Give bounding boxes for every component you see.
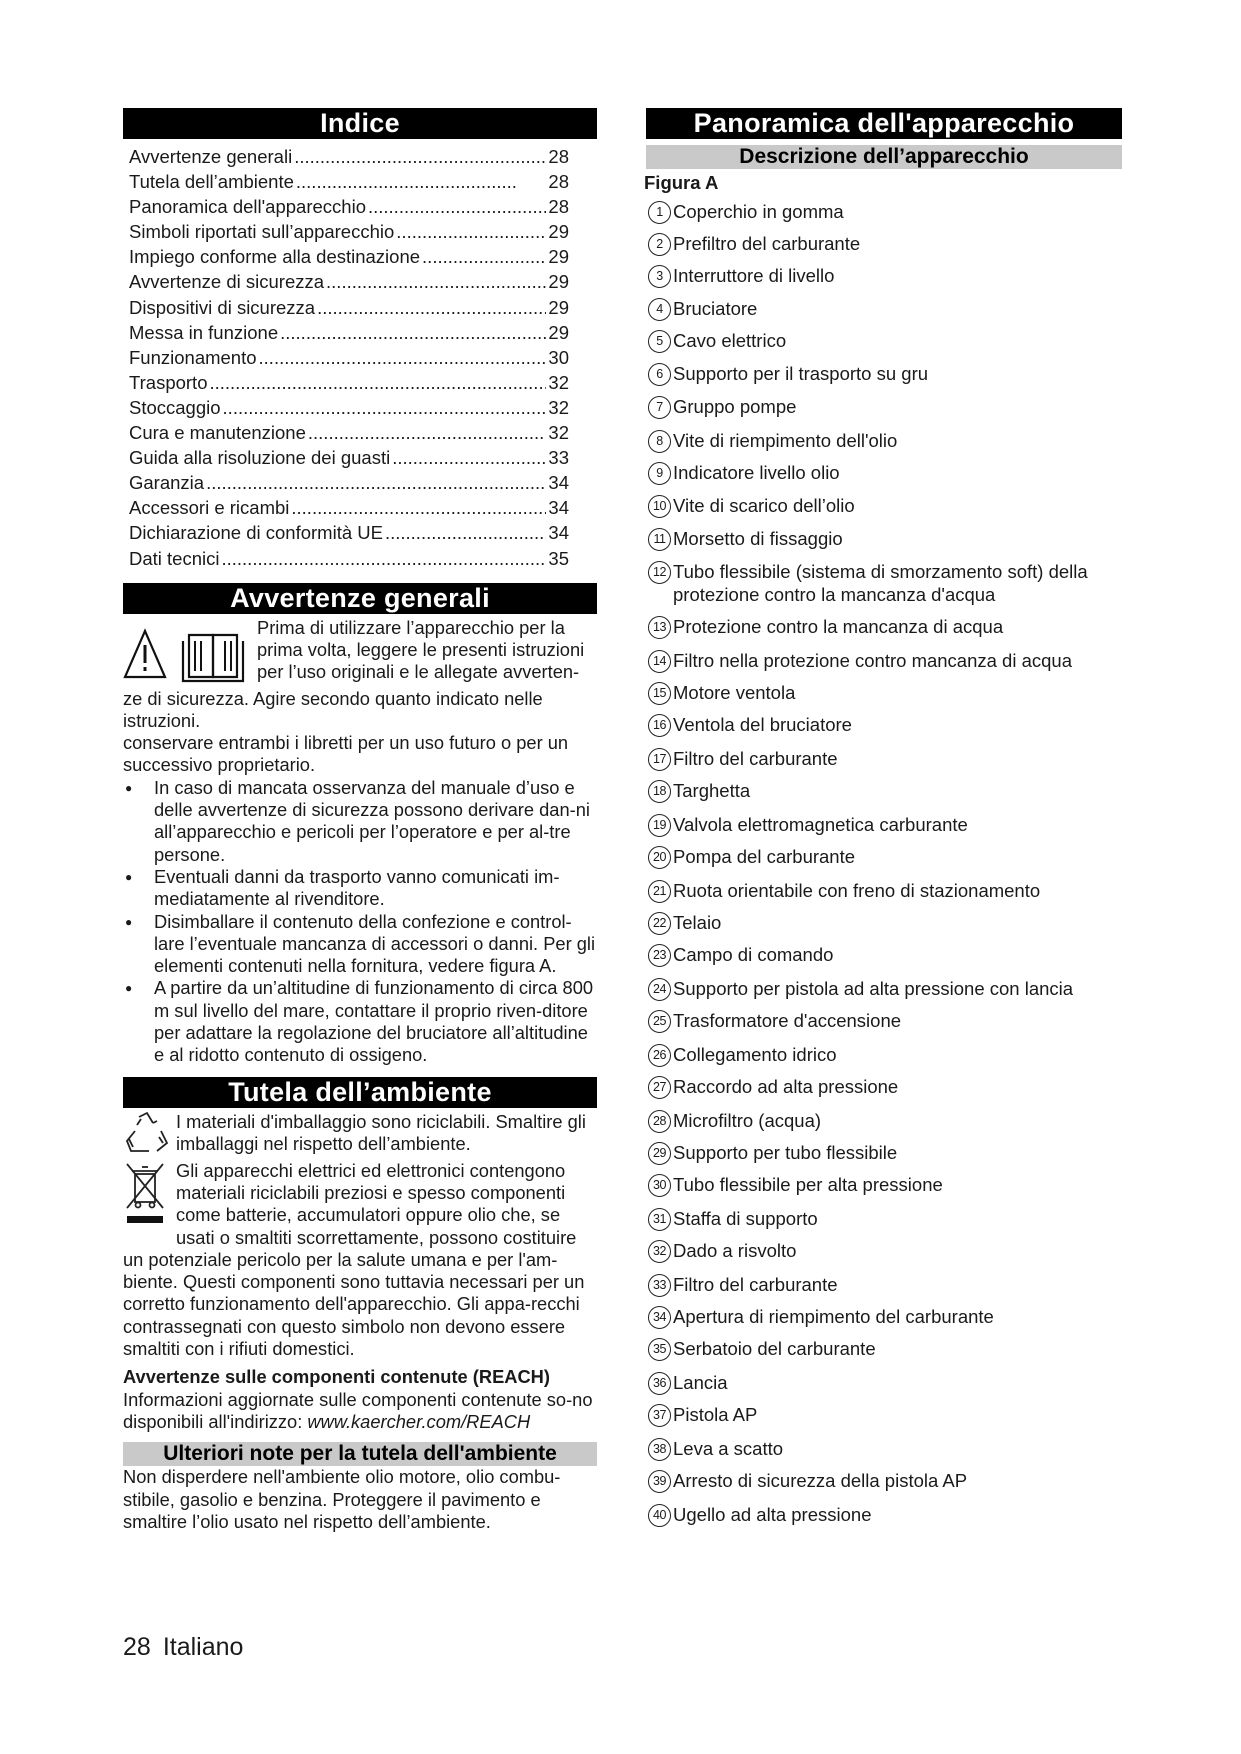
toc-entry[interactable]	[129, 445, 569, 470]
toc-leader-dots	[223, 395, 547, 420]
part-item	[646, 494, 1122, 518]
part-label: Motore ventola	[673, 682, 796, 703]
list-item: ● Disimballare il contenuto della confezione e control-lare l’eventuale mancanza di accessori o danni. Per gli elementi contenuti nella fornitura, vedere figura A.	[123, 911, 597, 978]
part-item	[646, 264, 1122, 288]
part-number-badge: 26	[648, 1044, 671, 1067]
part-item	[646, 395, 1122, 419]
part-label: Cavo elettrico	[673, 330, 787, 351]
part-number-badge: 4	[648, 298, 671, 321]
part-number-badge: 24	[648, 978, 671, 1001]
part-item	[646, 560, 1122, 606]
toc-entry-label: Guida alla risoluzione dei guasti	[129, 447, 391, 469]
part-number-badge: 20	[648, 846, 671, 869]
part-number-badge: 30	[648, 1174, 671, 1197]
toc-entry[interactable]	[129, 194, 569, 219]
part-number-badge: 15	[648, 682, 671, 705]
part-label: Microfiltro (acqua)	[673, 1110, 822, 1131]
toc-entry-page: 35	[548, 547, 569, 569]
part-label: Tubo flessibile per alta pressione	[673, 1174, 943, 1195]
toc-entry[interactable]	[129, 219, 569, 244]
right-column	[646, 108, 1122, 1535]
overview-subtitle: Descrizione dell’apparecchio	[646, 145, 1122, 169]
warning-triangle-icon	[123, 627, 253, 683]
toc-entry[interactable]	[129, 144, 569, 169]
part-item	[646, 461, 1122, 485]
toc-entry[interactable]	[129, 345, 569, 370]
part-item	[646, 297, 1122, 321]
toc-entry-label: Funzionamento	[129, 346, 257, 368]
part-item	[646, 1403, 1122, 1427]
part-item	[646, 1239, 1122, 1263]
toc-leader-dots	[317, 295, 546, 320]
part-label: Indicatore livello olio	[673, 462, 840, 483]
toc-entry-page: 28	[548, 196, 569, 218]
part-item	[646, 1173, 1122, 1197]
toc-entry[interactable]	[129, 370, 569, 395]
toc-entry-label: Dichiarazione di conformità UE	[129, 522, 383, 544]
part-label: Lancia	[673, 1372, 728, 1393]
part-number-badge: 33	[648, 1274, 671, 1297]
toc-entry-label: Impiego conforme alla destinazione	[129, 246, 421, 268]
figure-label: Figura A	[644, 172, 719, 193]
reach-link[interactable]: www.kaercher.com/REACH	[307, 1410, 531, 1432]
general-title: Avvertenze generali	[123, 583, 597, 614]
general-intro-line-1: Prima di utilizzare l’apparecchio per la	[257, 616, 565, 638]
part-item	[646, 232, 1122, 256]
part-item	[646, 779, 1122, 803]
toc-entry-page: 32	[548, 371, 569, 393]
part-number-badge: 19	[648, 814, 671, 837]
part-label: Coperchio in gomma	[673, 201, 844, 222]
toc-entry-label: Panoramica dell'apparecchio	[129, 196, 366, 218]
toc-leader-dots	[422, 244, 546, 269]
part-number-badge: 21	[648, 880, 671, 903]
part-number-badge: 1	[648, 201, 671, 224]
part-label: Campo di comando	[673, 944, 834, 965]
part-item	[646, 1273, 1122, 1297]
part-number-badge: 7	[648, 396, 671, 419]
part-item	[646, 713, 1122, 737]
general-bullets	[123, 777, 597, 1067]
toc-entry-page: 29	[548, 321, 569, 343]
part-item	[646, 1437, 1122, 1461]
part-item	[646, 1043, 1122, 1067]
toc-leader-dots	[392, 445, 546, 470]
part-item	[646, 911, 1122, 935]
toc-entry-label: Stoccaggio	[129, 396, 221, 418]
toc-entry-page: 29	[548, 296, 569, 318]
part-number-badge: 16	[648, 714, 671, 737]
part-label: Filtro del carburante	[673, 748, 838, 769]
part-number-badge: 37	[648, 1404, 671, 1427]
part-item	[646, 1075, 1122, 1099]
toc-leader-dots	[221, 546, 546, 571]
weee-line-3: come batterie, accumulatori oppure olio che, se	[176, 1204, 561, 1226]
toc-entry-label: Avvertenze di sicurezza	[129, 271, 325, 293]
weee-line-4: usati o smaltiti scorrettamente, possono costituire	[176, 1226, 577, 1248]
part-label: Ruota orientabile con freno di stazionamento	[673, 880, 1041, 901]
toc-entry-label: Cura e manutenzione	[129, 422, 306, 444]
toc-entry-page: 29	[548, 221, 569, 243]
reach-text: Informazioni aggiornate sulle componenti contenute so-no disponibili all'indirizzo: www.kaercher.com/REACH	[123, 1388, 593, 1432]
part-label: Morsetto di fissaggio	[673, 528, 843, 549]
part-item	[646, 747, 1122, 771]
part-number-badge: 39	[648, 1470, 671, 1493]
toc-leader-dots	[206, 470, 546, 495]
toc-leader-dots	[368, 194, 546, 219]
part-label: Dado a risvolto	[673, 1240, 797, 1261]
part-number-badge: 38	[648, 1438, 671, 1461]
page-footer	[123, 1632, 243, 1662]
toc-entry[interactable]	[129, 269, 569, 294]
part-label: Prefiltro del carburante	[673, 233, 861, 254]
toc-title: Indice	[123, 108, 597, 139]
part-item	[646, 200, 1122, 224]
toc-leader-dots	[296, 169, 517, 194]
part-number-badge: 9	[648, 462, 671, 485]
part-number-badge: 2	[648, 233, 671, 256]
warning-manual-icons	[123, 617, 257, 688]
env-title: Tutela dell’ambiente	[123, 1077, 597, 1108]
part-label: Gruppo pompe	[673, 396, 797, 417]
part-number-badge: 18	[648, 780, 671, 803]
part-label: Serbatoio del carburante	[673, 1338, 876, 1359]
toc-entry[interactable]	[129, 546, 569, 571]
part-number-badge: 8	[648, 430, 671, 453]
toc-entry-page: 34	[548, 472, 569, 494]
part-number-badge: 12	[648, 561, 671, 584]
recycle-block	[123, 1111, 597, 1160]
toc-entry-page: 32	[548, 396, 569, 418]
part-label: Pompa del carburante	[673, 846, 856, 867]
toc-entry-label: Trasporto	[129, 371, 208, 393]
part-item	[646, 1009, 1122, 1033]
more-env-text: Non disperdere nell'ambiente olio motore, olio combu-stibile, gasolio e benzina. Proteggere il pavimento e smaltire l’olio usato nel rispetto dell’ambiente.	[123, 1466, 561, 1532]
part-number-badge: 29	[648, 1142, 671, 1165]
toc-entry[interactable]	[129, 470, 569, 495]
part-label: Targhetta	[673, 780, 751, 801]
weee-rest: un potenziale pericolo per la salute umana e per l'am-biente. Questi componenti sono tuttavia necessari per un corretto funzionamento dell'apparecchio. Gli appa-recchi contrassegnati con questo simbolo non devono essere smaltiti con i rifiuti domestici.	[123, 1248, 585, 1360]
weee-block	[123, 1160, 597, 1249]
part-item	[646, 615, 1122, 639]
toc-leader-dots	[280, 320, 546, 345]
part-number-badge: 27	[648, 1076, 671, 1099]
toc-leader-dots	[326, 269, 546, 294]
toc-entry[interactable]	[129, 169, 569, 194]
part-number-badge: 5	[648, 330, 671, 353]
toc-entry[interactable]	[129, 495, 569, 520]
part-label: Supporto per pistola ad alta pressione con lancia	[673, 978, 1074, 999]
part-item	[646, 1305, 1122, 1329]
left-column	[123, 108, 597, 1533]
page-number: 28	[123, 1633, 151, 1661]
part-label: Arresto di sicurezza della pistola AP	[673, 1470, 968, 1491]
crossed-bin-icon	[123, 1160, 169, 1230]
recycle-text: I materiali d'imballaggio sono riciclabili. Smaltire gli imballaggi nel rispetto dell’ambiente.	[176, 1110, 586, 1154]
part-number-badge: 3	[648, 265, 671, 288]
toc-entry-page: 33	[548, 447, 569, 469]
part-item	[646, 1503, 1122, 1527]
list-item: ● In caso di mancata osservanza del manuale d’uso e delle avvertenze di sicurezza possono derivare dan-ni all’apparecchio e pericoli per l’operatore e per al-tre persone.	[123, 777, 597, 866]
part-label: Filtro del carburante	[673, 1274, 838, 1295]
part-label: Apertura di riempimento del carburante	[673, 1306, 994, 1327]
part-label: Tubo flessibile (sistema di smorzamento soft) della protezione contro la mancanza d'acqua	[673, 561, 1088, 605]
part-item	[646, 1207, 1122, 1231]
toc-entry-label: Accessori e ricambi	[129, 497, 290, 519]
toc-entry[interactable]	[129, 244, 569, 269]
part-label: Filtro nella protezione contro mancanza di acqua	[673, 650, 1073, 671]
part-item	[646, 649, 1122, 673]
part-number-badge: 17	[648, 748, 671, 771]
part-label: Protezione contro la mancanza di acqua	[673, 616, 1004, 637]
part-item	[646, 1371, 1122, 1395]
general-intro-line-2: prima volta, leggere le presenti istruzioni	[257, 638, 585, 660]
part-item	[646, 879, 1122, 903]
toc-entry-page: 34	[548, 522, 569, 544]
part-item	[646, 813, 1122, 837]
toc-entry[interactable]	[129, 420, 569, 445]
general-intro-rest: ze di sicurezza. Agire secondo quanto indicato nelle istruzioni.	[123, 687, 543, 731]
toc-leader-dots	[291, 495, 546, 520]
part-number-badge: 11	[648, 528, 671, 551]
part-item	[646, 1337, 1122, 1361]
toc-entry[interactable]	[129, 320, 569, 345]
reach-title: Avvertenze sulle componenti contenute (REACH)	[123, 1366, 550, 1388]
part-number-badge: 25	[648, 1010, 671, 1033]
part-number-badge: 13	[648, 616, 671, 639]
toc-leader-dots	[385, 520, 546, 545]
part-label: Staffa di supporto	[673, 1208, 818, 1229]
part-number-badge: 14	[648, 650, 671, 673]
part-item	[646, 362, 1122, 386]
toc-entry-page: 32	[548, 422, 569, 444]
part-item	[646, 527, 1122, 551]
weee-line-1: Gli apparecchi elettrici ed elettronici contengono	[176, 1159, 566, 1181]
part-label: Interruttore di livello	[673, 265, 835, 286]
part-number-badge: 28	[648, 1110, 671, 1133]
toc-entry[interactable]	[129, 295, 569, 320]
part-item	[646, 429, 1122, 453]
part-label: Leva a scatto	[673, 1438, 784, 1459]
general-intro	[123, 617, 597, 688]
part-label: Supporto per il trasporto su gru	[673, 363, 929, 384]
weee-line-2: materiali riciclabili preziosi e spesso componenti	[176, 1181, 566, 1203]
toc-leader-dots	[209, 370, 546, 395]
part-item	[646, 1109, 1122, 1133]
part-label: Bruciatore	[673, 298, 758, 319]
part-label: Valvola elettromagnetica carburante	[673, 814, 968, 835]
toc-entry-page: 30	[548, 346, 569, 368]
toc-entry-page: 28	[548, 146, 569, 167]
part-label: Supporto per tubo flessibile	[673, 1142, 898, 1163]
part-item	[646, 681, 1122, 705]
toc-entry-page: 29	[548, 271, 569, 293]
parts-list	[646, 200, 1122, 1527]
part-number-badge: 36	[648, 1372, 671, 1395]
recycle-icon	[123, 1111, 171, 1155]
overview-title: Panoramica dell'apparecchio	[646, 108, 1122, 139]
toc-entry-page: 34	[548, 497, 569, 519]
part-label: Trasformatore d'accensione	[673, 1010, 902, 1031]
toc-entry-label: Dati tecnici	[129, 547, 220, 569]
part-item	[646, 1141, 1122, 1165]
part-item	[646, 845, 1122, 869]
toc-entry[interactable]	[129, 395, 569, 420]
general-intro-line-3: per l’uso originali e le allegate avverten-	[257, 661, 580, 683]
toc-entry-label: Dispositivi di sicurezza	[129, 296, 316, 318]
toc-entry-label: Messa in funzione	[129, 321, 279, 343]
part-label: Raccordo ad alta pressione	[673, 1076, 899, 1097]
toc-entry-label: Simboli riportati sull’apparecchio	[129, 221, 395, 243]
part-number-badge: 22	[648, 912, 671, 935]
part-number-badge: 23	[648, 944, 671, 967]
part-label: Ventola del bruciatore	[673, 714, 852, 735]
part-label: Vite di riempimento dell'olio	[673, 430, 898, 451]
part-number-badge: 35	[648, 1338, 671, 1361]
part-label: Vite di scarico dell’olio	[673, 495, 855, 516]
list-item: ● A partire da un’altitudine di funzionamento di circa 800 m sul livello del mare, contattare il proprio riven-ditore per adattare la regolazione del bruciatore all’altitudine e al ridotto contenuto di ossigeno.	[123, 977, 597, 1066]
toc-entry[interactable]	[129, 520, 569, 545]
part-number-badge: 10	[648, 495, 671, 518]
toc-leader-dots	[259, 345, 547, 370]
part-item	[646, 1469, 1122, 1493]
footer-language: Italiano	[162, 1633, 244, 1661]
toc-entry-page: 29	[548, 246, 569, 268]
toc-leader-dots	[396, 219, 546, 244]
part-label: Pistola AP	[673, 1404, 758, 1425]
part-number-badge: 31	[648, 1208, 671, 1231]
part-item	[646, 977, 1122, 1001]
part-label: Collegamento idrico	[673, 1044, 837, 1065]
toc-leader-dots	[294, 144, 546, 169]
part-number-badge: 32	[648, 1240, 671, 1263]
part-number-badge: 6	[648, 363, 671, 386]
toc-entry-label: Tutela dell’ambiente	[129, 171, 294, 193]
toc-leader-dots	[308, 420, 547, 445]
toc-entry-label: Avvertenze generali	[129, 146, 293, 167]
more-env-title: Ulteriori note per la tutela dell'ambiente	[123, 1442, 597, 1466]
part-label: Telaio	[673, 912, 722, 933]
part-item	[646, 329, 1122, 353]
toc-entry-page: 28	[548, 171, 569, 193]
part-number-badge: 40	[648, 1504, 671, 1527]
general-keep-text: conservare entrambi i libretti per un uso futuro o per un successivo proprietario.	[123, 732, 569, 776]
toc-entry-label: Garanzia	[129, 472, 205, 494]
list-item: ● Eventuali danni da trasporto vanno comunicati im-mediatamente al rivenditore.	[123, 866, 597, 911]
table-of-contents	[129, 144, 569, 571]
part-label: Ugello ad alta pressione	[673, 1504, 872, 1525]
part-number-badge: 34	[648, 1306, 671, 1329]
manual-book-icon	[183, 635, 243, 681]
part-item	[646, 943, 1122, 967]
